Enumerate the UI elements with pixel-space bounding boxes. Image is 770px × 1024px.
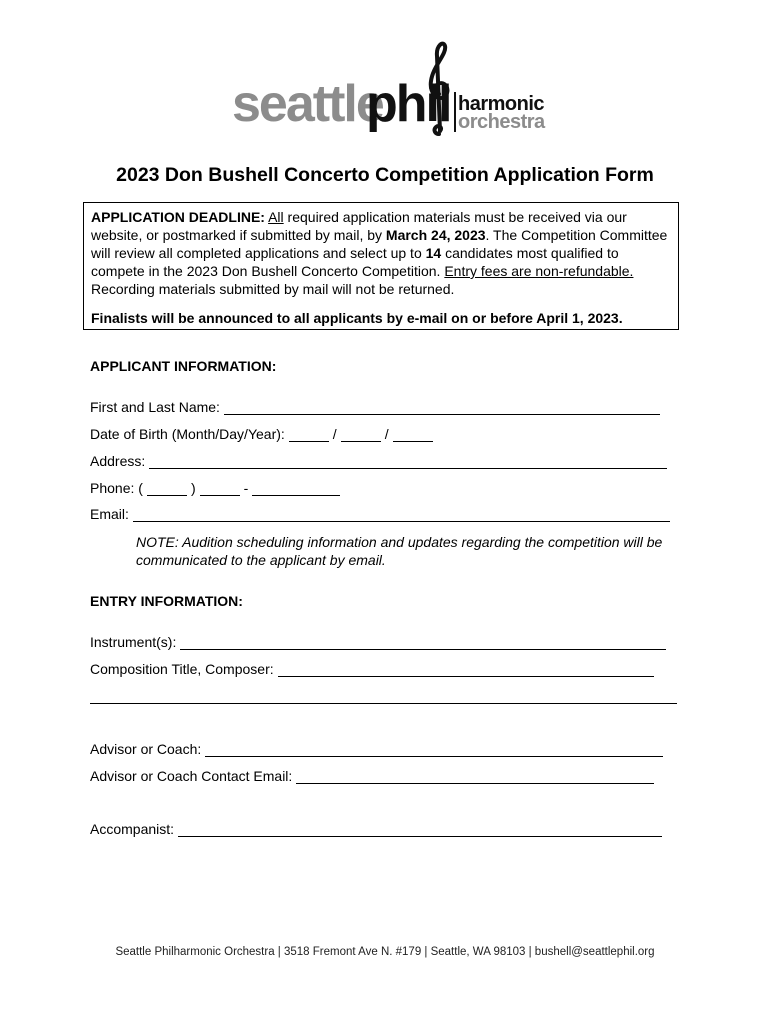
- phone-prefix-blank[interactable]: [200, 481, 240, 496]
- logo-orchestra: orchestra: [458, 111, 545, 133]
- composition-label: Composition Title, Composer:: [90, 661, 274, 677]
- finalists-notice: Finalists will be announced to all applicants by e-mail on or before April 1, 2023.: [91, 310, 623, 326]
- audition-note: NOTE: Audition scheduling information and updates regarding the competition will be communicated to the applicant by email.: [136, 534, 663, 568]
- accompanist-label: Accompanist:: [90, 821, 175, 837]
- advisor-blank[interactable]: [205, 742, 663, 757]
- logo-phil: phil: [366, 75, 451, 133]
- name-label: First and Last Name:: [90, 399, 220, 415]
- email-label: Email:: [90, 506, 129, 522]
- instrument-label: Instrument(s):: [90, 634, 177, 650]
- logo-harmonic: harmonic: [458, 93, 545, 115]
- advisor-email-blank[interactable]: [296, 769, 654, 784]
- dob-slash-1: /: [332, 426, 337, 442]
- page-title: 2023 Don Bushell Concerto Competition Application Form: [116, 164, 654, 186]
- dob-slash-2: /: [384, 426, 389, 442]
- deadline-text-3: candidates most qualified to compete in the 2023 Don Bushell Concerto Competition.: [91, 245, 619, 279]
- accompanist-blank[interactable]: [178, 822, 662, 837]
- entry-heading: ENTRY INFORMATION:: [90, 593, 243, 609]
- orchestra-logo: [232, 36, 545, 140]
- address-label: Address:: [90, 453, 146, 469]
- address-field[interactable]: [90, 453, 667, 469]
- name-field[interactable]: [90, 399, 660, 415]
- instrument-blank[interactable]: [180, 635, 666, 650]
- treble-clef-icon: [425, 36, 455, 136]
- dob-year-blank[interactable]: [393, 427, 433, 442]
- phone-field[interactable]: [90, 480, 340, 496]
- advisor-email-label: Advisor or Coach Contact Email:: [90, 768, 293, 784]
- email-blank[interactable]: [133, 507, 670, 522]
- instrument-field[interactable]: [90, 634, 666, 650]
- composition-field[interactable]: [90, 661, 654, 677]
- deadline-all: All: [268, 209, 284, 225]
- advisor-label: Advisor or Coach:: [90, 741, 202, 757]
- address-blank[interactable]: [149, 454, 667, 469]
- dob-field[interactable]: [90, 426, 437, 442]
- dob-label: Date of Birth (Month/Day/Year):: [90, 426, 285, 442]
- deadline-text-4: Recording materials submitted by mail will not be returned.: [91, 281, 455, 297]
- phone-area-blank[interactable]: [147, 481, 187, 496]
- applicant-heading: APPLICANT INFORMATION:: [90, 358, 277, 374]
- deadline-count: 14: [425, 245, 442, 261]
- email-field[interactable]: [90, 506, 670, 522]
- deadline-paragraph: [91, 208, 671, 298]
- deadline-box: [83, 202, 679, 330]
- name-blank[interactable]: [224, 400, 660, 415]
- deadline-nonrefundable: Entry fees are non-refundable.: [444, 263, 634, 279]
- accompanist-field[interactable]: [90, 821, 662, 837]
- dob-month-blank[interactable]: [289, 427, 329, 442]
- deadline-text-2: . The Competition Committee will review all completed applications and select up to: [91, 227, 668, 261]
- logo-seattle: seattle: [232, 75, 383, 133]
- footer-contact: Seattle Philharmonic Orchestra | 3518 Fremont Ave N. #179 | Seattle, WA 98103 | bushell@seattlephil.org: [115, 946, 655, 958]
- dob-day-blank[interactable]: [341, 427, 381, 442]
- phone-dash: -: [243, 480, 249, 496]
- composition-blank[interactable]: [278, 662, 654, 677]
- advisor-email-field[interactable]: [90, 768, 654, 784]
- deadline-date: March 24, 2023: [385, 227, 486, 243]
- deadline-label: APPLICATION DEADLINE:: [91, 209, 265, 225]
- deadline-text-1: required application materials must be received via our website, or postmarked if submitted by mail, by: [91, 209, 627, 243]
- advisor-field[interactable]: [90, 741, 663, 757]
- composition-extra-line[interactable]: [90, 703, 677, 704]
- phone-line-blank[interactable]: [252, 481, 340, 496]
- logo-divider: [454, 92, 456, 132]
- phone-label: Phone: (: [90, 480, 143, 496]
- phone-close: ): [190, 480, 196, 496]
